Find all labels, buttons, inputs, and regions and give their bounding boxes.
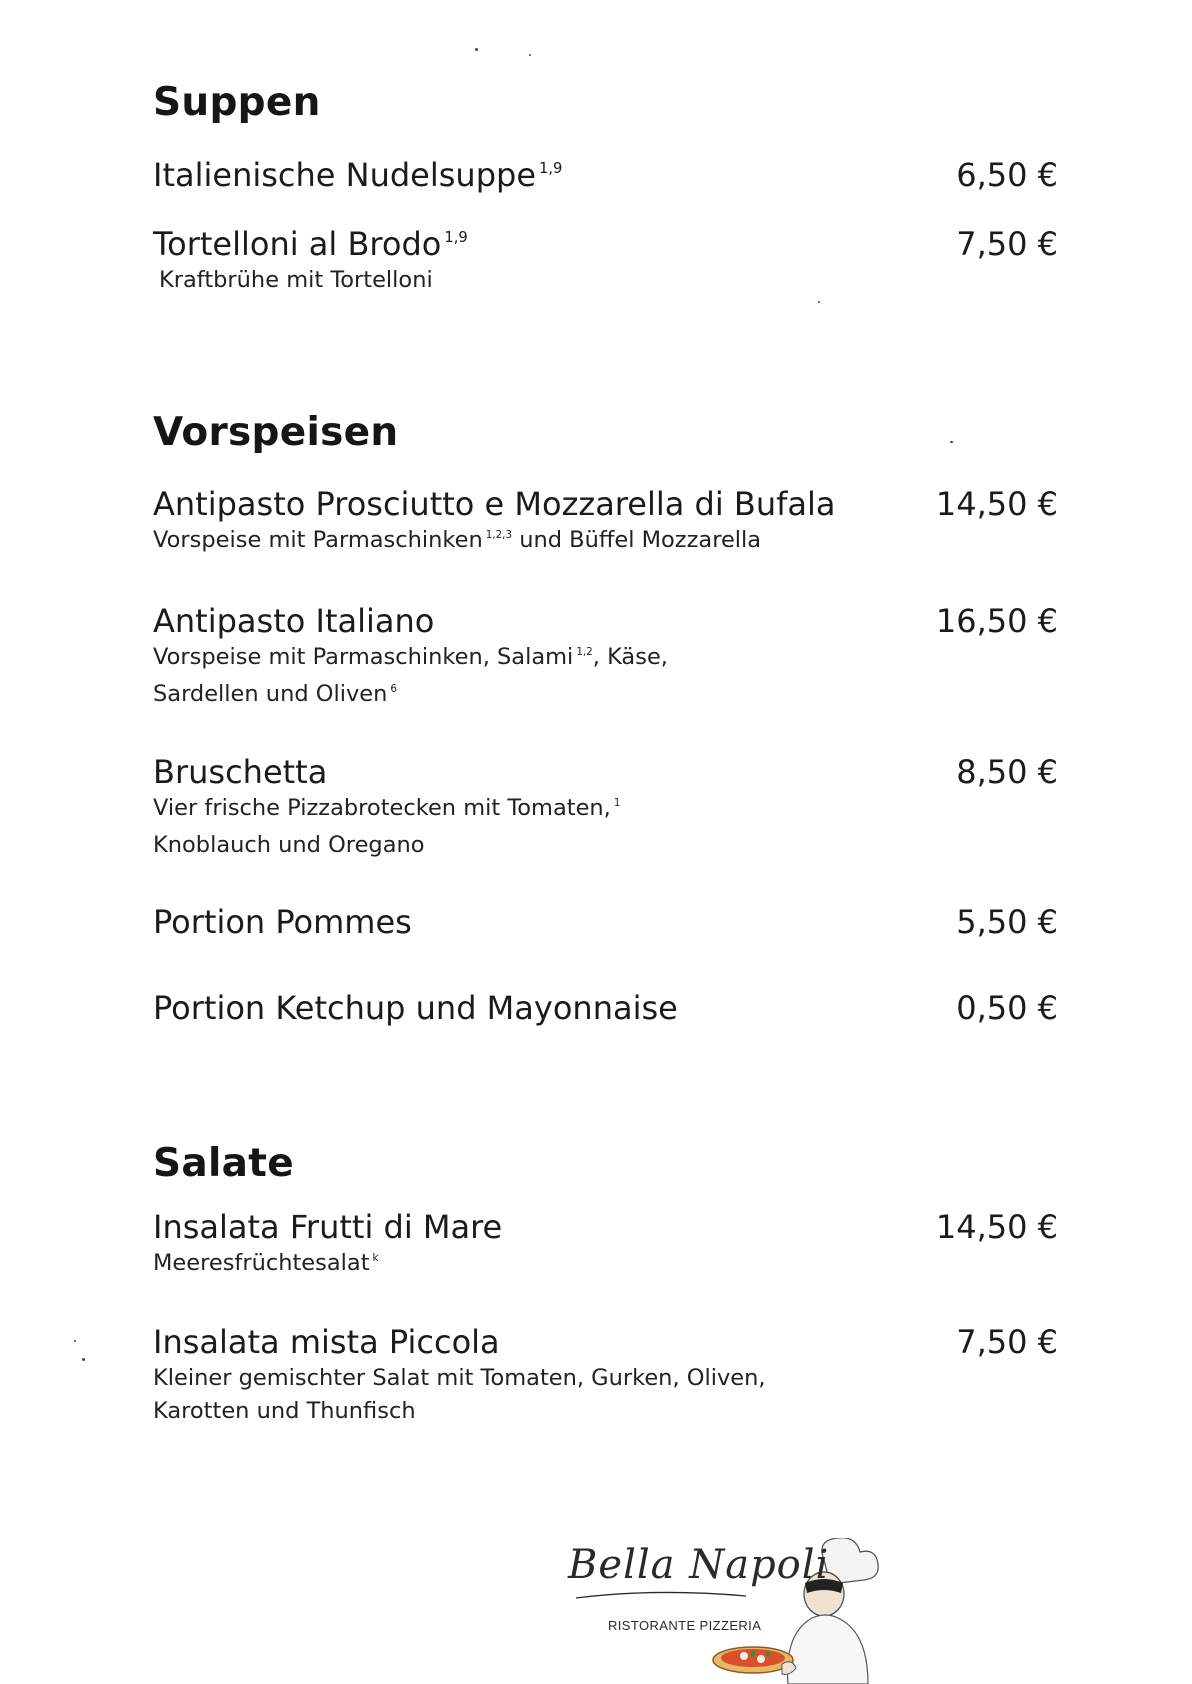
description-line: Vorspeise mit Parmaschinken, Salami $^{1,2}$, Käse, [153, 644, 668, 670]
item-price: 7,50 € [956, 1323, 1058, 1361]
menu-item [153, 900, 1058, 944]
description-line: Meeresfrüchtesalat $^k$ [153, 1250, 379, 1276]
section-title-suppen: Suppen [153, 80, 321, 125]
description-line: Knoblauch und Oregano [153, 832, 425, 858]
scan-speck [475, 48, 478, 51]
item-price: 6,50 € [956, 156, 1058, 194]
logo-wordmark: Bella Napoli [568, 1542, 830, 1588]
item-name: Insalata mista Piccola [153, 1323, 500, 1361]
menu-item [153, 222, 1058, 297]
menu-item [153, 1320, 1058, 1428]
item-name: Portion Ketchup und Mayonnaise [153, 989, 678, 1027]
allergen-codes: 1 [613, 796, 621, 809]
scan-speck [529, 54, 531, 56]
allergen-codes: 1,9 [444, 228, 468, 246]
item-price: 5,50 € [956, 903, 1058, 941]
description-line: Kleiner gemischter Salat mit Tomaten, Gurken, Oliven, [153, 1365, 766, 1391]
menu-item [153, 153, 1058, 197]
item-name: Italienische Nudelsuppe $^{1,9}$ [153, 156, 563, 194]
restaurant-logo [556, 1538, 896, 1684]
item-price: 0,50 € [956, 989, 1058, 1027]
scan-speck [818, 301, 820, 303]
menu-item [153, 750, 1058, 862]
item-description [153, 524, 1058, 561]
menu-item [153, 482, 1058, 561]
item-name: Antipasto Prosciutto e Mozzarella di Bufala [153, 485, 836, 523]
allergen-codes: 1,2,3 [485, 528, 513, 541]
description-line: Sardellen und Oliven $^6$ [153, 681, 397, 707]
item-description [153, 792, 1058, 862]
section-title-vorspeisen: Vorspeisen [153, 410, 399, 455]
item-price: 7,50 € [956, 225, 1058, 263]
scan-speck [950, 441, 953, 443]
item-name: Portion Pommes [153, 903, 412, 941]
menu-item [153, 986, 1058, 1030]
item-description [153, 1362, 1058, 1428]
description-line: Kraftbrühe mit Tortelloni [159, 267, 433, 293]
menu-item [153, 599, 1058, 715]
item-price: 8,50 € [956, 753, 1058, 791]
menu-item [153, 1205, 1058, 1284]
item-price: 14,50 € [935, 485, 1058, 523]
description-line: Karotten und Thunfisch [153, 1398, 416, 1424]
description-line: Vier frische Pizzabrotecken mit Tomaten, $^1$ [153, 795, 621, 821]
allergen-codes: 6 [390, 682, 397, 695]
allergen-codes: 1,9 [539, 159, 563, 177]
section-title-salate: Salate [153, 1141, 294, 1186]
item-name: Insalata Frutti di Mare [153, 1208, 503, 1246]
item-name: Tortelloni al Brodo $^{1,9}$ [153, 225, 468, 263]
scan-speck [82, 1358, 85, 1361]
scan-speck [74, 1340, 76, 1342]
item-price: 16,50 € [935, 602, 1058, 640]
logo-subtitle: RISTORANTE PIZZERIA [608, 1618, 762, 1633]
allergen-codes: k [372, 1251, 379, 1264]
item-name: Antipasto Italiano [153, 602, 435, 640]
item-name: Bruschetta [153, 753, 328, 791]
item-description [153, 641, 1058, 715]
item-price: 14,50 € [935, 1208, 1058, 1246]
item-description [153, 1247, 1058, 1284]
allergen-codes: 1,2 [576, 645, 593, 658]
description-line: Vorspeise mit Parmaschinken $^{1,2,3}$ und Büffel Mozzarella [153, 527, 762, 553]
